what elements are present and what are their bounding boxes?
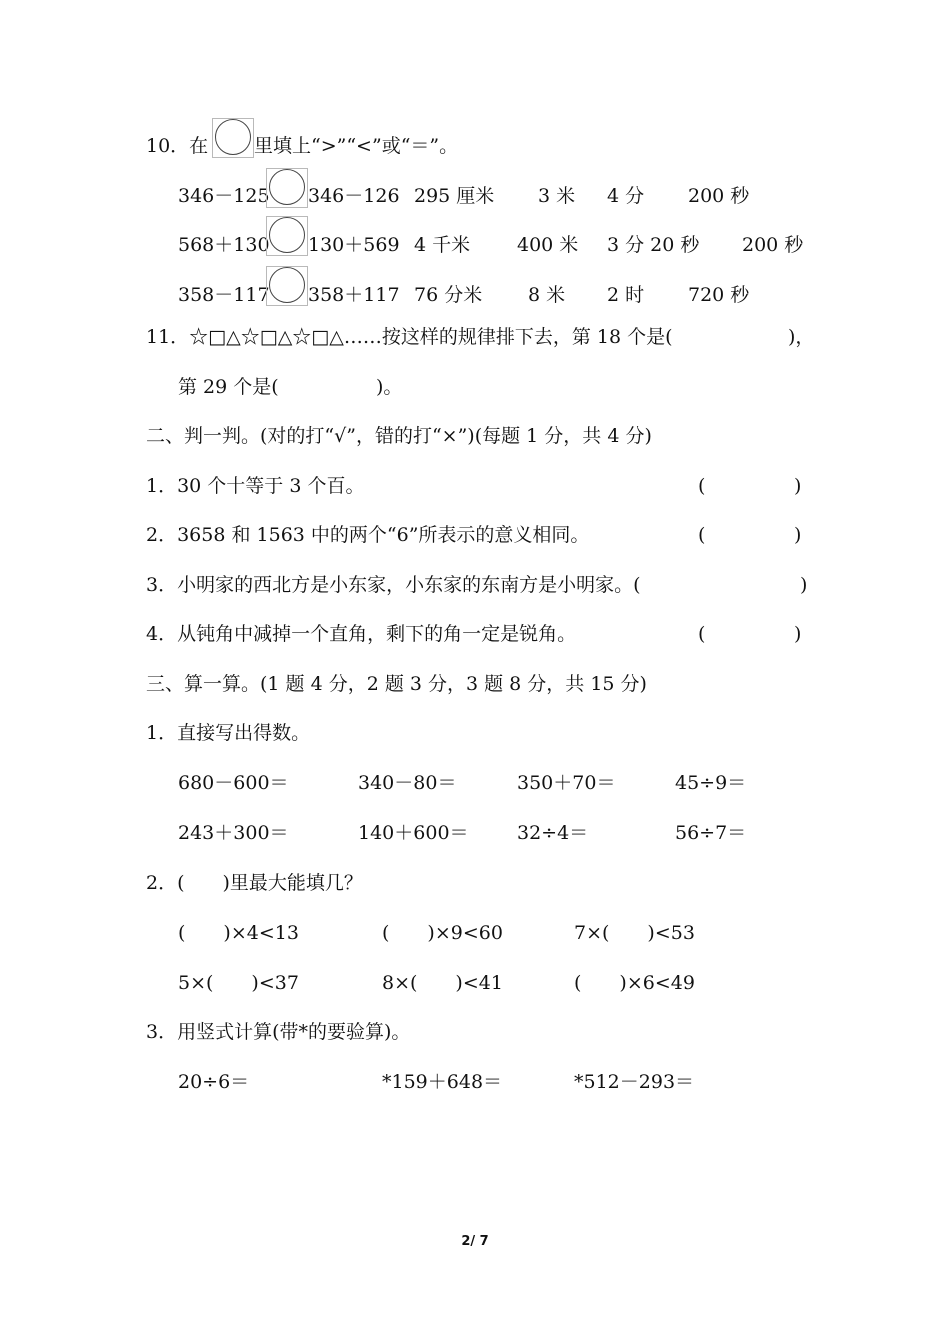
q11-line1-close: )，	[788, 326, 815, 348]
circle-icon	[269, 169, 305, 205]
fill-max: ( )×9<60	[382, 922, 503, 944]
unit-compare-a: 76 分米	[414, 284, 483, 306]
q10-instruction: 里填上“>”“<”或“＝”。	[254, 135, 459, 157]
unit-compare-b: 3 米	[538, 185, 576, 207]
q2-title: 2．( )里最大能填几？	[146, 872, 363, 894]
q11-line1: 11．☆□△☆□△☆□△……按这样的规律排下去，第 18 个是(	[146, 326, 673, 348]
oral-calc: 140＋600＝	[358, 822, 469, 844]
unit-compare-c: 4 分	[607, 185, 645, 207]
vertical-calc: *512－293＝	[574, 1071, 695, 1093]
answer-paren-close: )	[794, 524, 802, 546]
compare-right: 130＋569	[308, 234, 400, 256]
section3-heading: 三、算一算。(1 题 4 分，2 题 3 分，3 题 8 分，共 15 分)	[146, 673, 647, 695]
answer-paren-open[interactable]: (	[698, 623, 706, 645]
page-number: 2/ 7	[461, 1234, 489, 1249]
unit-compare-b: 400 米	[517, 234, 579, 256]
vertical-calc: 20÷6＝	[178, 1071, 250, 1093]
circle-icon	[269, 267, 305, 303]
compare-left: 346－125	[178, 185, 270, 207]
fill-max: 5×( )<37	[178, 972, 299, 994]
compare-circle[interactable]	[266, 168, 308, 208]
vertical-calc: *159＋648＝	[382, 1071, 503, 1093]
judge-item: 3．小明家的西北方是小东家，小东家的东南方是小明家。(	[146, 574, 641, 596]
answer-paren-close: )	[794, 475, 802, 497]
answer-paren-close: )	[800, 574, 808, 596]
oral-calc: 340－80＝	[358, 772, 457, 794]
fill-max: 8×( )<41	[382, 972, 503, 994]
q10-prefix: 10．在	[146, 135, 209, 157]
circle-icon	[215, 119, 251, 155]
unit-compare-c: 3 分 20 秒	[607, 234, 700, 256]
compare-circle[interactable]	[266, 216, 308, 256]
unit-compare-d: 200 秒	[742, 234, 804, 256]
compare-right: 358＋117	[308, 284, 400, 306]
oral-calc: 243＋300＝	[178, 822, 289, 844]
unit-compare-b: 8 米	[528, 284, 566, 306]
compare-circle[interactable]	[212, 118, 254, 158]
q1-title: 1．直接写出得数。	[146, 722, 311, 744]
oral-calc: 350＋70＝	[517, 772, 616, 794]
oral-calc: 45÷9＝	[675, 772, 747, 794]
unit-compare-a: 4 千米	[414, 234, 471, 256]
section2-heading: 二、判一判。(对的打“√”，错的打“×”)(每题 1 分，共 4 分)	[146, 425, 652, 447]
q11-line2: 第 29 个是(	[178, 376, 279, 398]
oral-calc: 680－600＝	[178, 772, 289, 794]
compare-left: 568＋130	[178, 234, 270, 256]
answer-paren-open[interactable]: (	[698, 524, 706, 546]
judge-item: 4．从钝角中减掉一个直角，剩下的角一定是锐角。	[146, 623, 577, 645]
oral-calc: 32÷4＝	[517, 822, 589, 844]
q11-line2-close: )。	[376, 376, 403, 398]
fill-max: ( )×6<49	[574, 972, 695, 994]
oral-calc: 56÷7＝	[675, 822, 747, 844]
fill-max: ( )×4<13	[178, 922, 299, 944]
unit-compare-d: 200 秒	[688, 185, 750, 207]
answer-paren-close: )	[794, 623, 802, 645]
circle-icon	[269, 217, 305, 253]
judge-item: 1．30 个十等于 3 个百。	[146, 475, 365, 497]
unit-compare-a: 295 厘米	[414, 185, 495, 207]
compare-left: 358－117	[178, 284, 270, 306]
judge-item: 2．3658 和 1563 中的两个“6”所表示的意义相同。	[146, 524, 590, 546]
unit-compare-c: 2 时	[607, 284, 645, 306]
compare-right: 346－126	[308, 185, 400, 207]
unit-compare-d: 720 秒	[688, 284, 750, 306]
fill-max: 7×( )<53	[574, 922, 695, 944]
q3-title: 3．用竖式计算(带*的要验算)。	[146, 1021, 411, 1043]
compare-circle[interactable]	[266, 266, 308, 306]
answer-paren-open[interactable]: (	[698, 475, 706, 497]
